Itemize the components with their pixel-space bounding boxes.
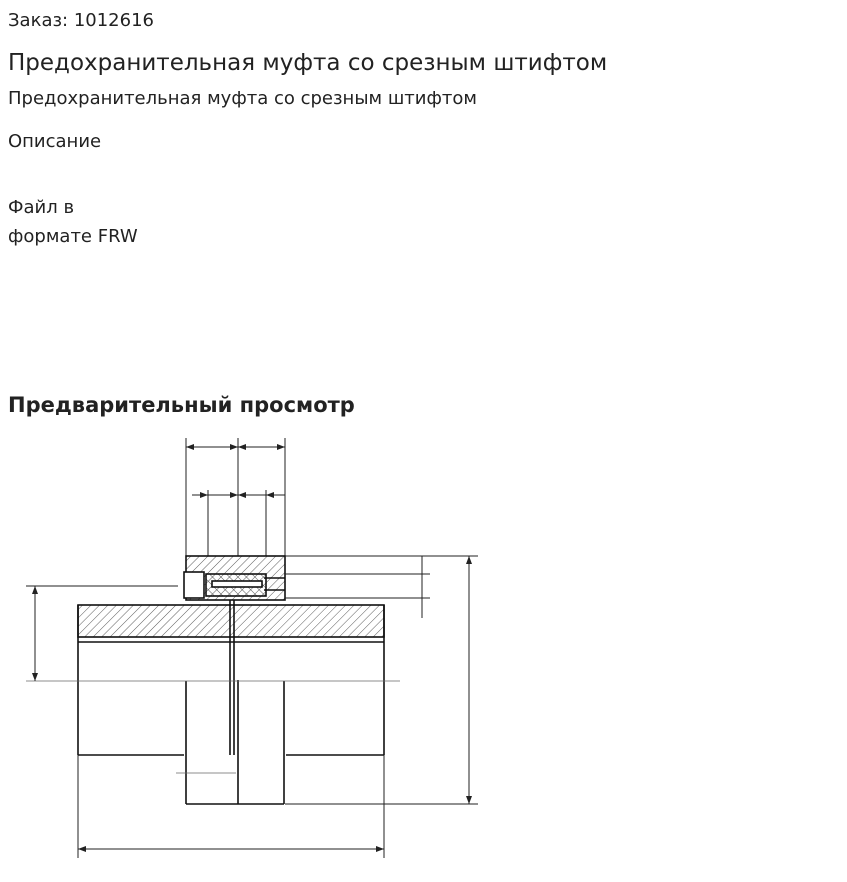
product-subtitle: Предохранительная муфта со срезным штифтом [8,88,477,109]
file-link-line2: формате FRW [8,226,138,247]
order-number: Заказ: 1012616 [8,10,154,31]
preview-heading: Предварительный просмотр [8,393,355,417]
bottom-dimension-line [78,755,384,858]
page-title: Предохранительная муфта со срезным штифтом [8,50,608,76]
center-line [26,681,400,773]
arrowheads [32,444,472,852]
right-dimension-lines [285,556,478,804]
description-label: Описание [8,131,102,152]
file-link-line1: Файл в [8,197,75,218]
pin-housing [184,556,285,600]
frw-file-link[interactable] [8,193,168,251]
coupling-drawing [0,430,520,870]
hub-flange [78,605,384,642]
